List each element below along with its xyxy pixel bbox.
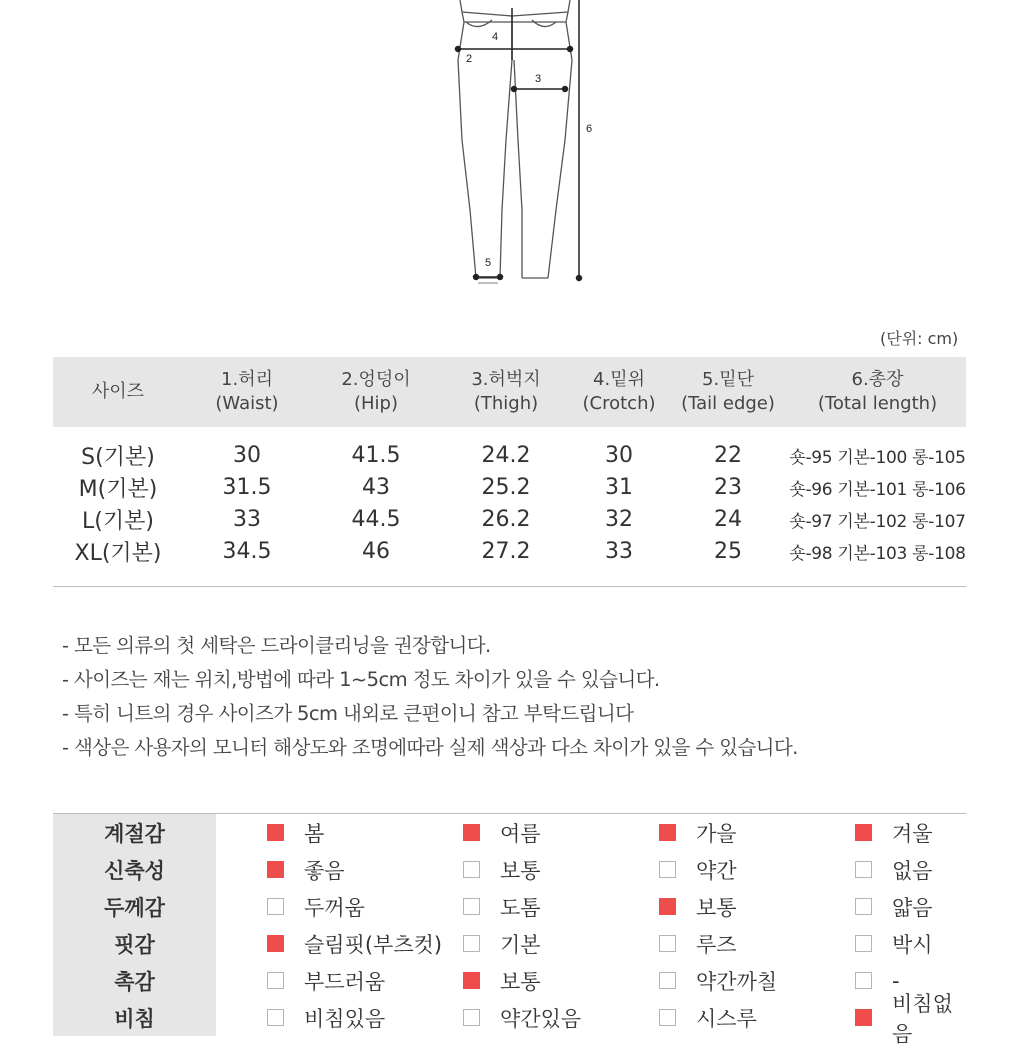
attribute-option-label: 슬림핏(부츠컷) xyxy=(304,932,443,957)
size-value-cell: 41.5 xyxy=(351,442,401,468)
attribute-option xyxy=(463,1003,659,1033)
header-size: 사이즈 xyxy=(91,381,145,402)
checked-box-icon xyxy=(267,861,284,878)
header-hip: 2.엉덩이 (Hip) xyxy=(341,369,411,414)
unchecked-box-icon xyxy=(463,898,480,915)
size-value-cell: 32 xyxy=(605,506,633,532)
size-row xyxy=(53,535,966,585)
attribute-row xyxy=(53,814,966,851)
attribute-option xyxy=(855,855,965,885)
label-5: 5 xyxy=(485,257,492,269)
size-value-cell: 숏-97 기본-102 롱-107 xyxy=(789,511,966,532)
attribute-option xyxy=(463,855,659,885)
attribute-option-label: 좋음 xyxy=(304,858,345,883)
note-item: - 색상은 사용자의 모니터 해상도와 조명에따라 실제 색상과 다소 차이가 있을 수 있습니다. xyxy=(62,736,798,759)
size-value-cell: 30 xyxy=(233,442,261,468)
size-value-cell: 26.2 xyxy=(481,506,531,532)
header-tail-edge: 5.밑단 (Tail edge) xyxy=(681,369,775,414)
attribute-label: 신축성 xyxy=(53,851,216,888)
attribute-option-label: 비침없음 xyxy=(892,991,953,1046)
attribute-option xyxy=(855,892,965,922)
header-crotch: 4.밑위 (Crotch) xyxy=(582,369,656,414)
size-name-cell: S(기본) xyxy=(81,444,155,470)
attribute-option xyxy=(855,988,965,1048)
attribute-option-label: 보통 xyxy=(500,858,541,883)
attribute-option xyxy=(267,818,463,848)
attribute-label: 계절감 xyxy=(53,814,216,851)
attribute-option xyxy=(463,892,659,922)
attribute-option-label: 겨울 xyxy=(892,821,933,846)
attribute-option xyxy=(267,855,463,885)
note-item: - 특히 니트의 경우 사이즈가 5cm 내외로 큰편이니 참고 부탁드립니다 xyxy=(62,702,634,725)
label-6: 6 xyxy=(586,123,593,135)
attribute-label: 두께감 xyxy=(53,888,216,925)
attribute-option xyxy=(659,1003,855,1033)
checked-box-icon xyxy=(267,824,284,841)
header-total-length: 6.총장 (Total length) xyxy=(817,369,938,414)
size-value-cell: 46 xyxy=(362,538,390,564)
unchecked-box-icon xyxy=(659,1009,676,1026)
note-item: - 모든 의류의 첫 세탁은 드라이클리닝을 권장합니다. xyxy=(62,634,491,657)
checked-box-icon xyxy=(659,824,676,841)
attribute-row xyxy=(53,888,966,925)
size-value-cell: 33 xyxy=(233,506,261,532)
unchecked-box-icon xyxy=(659,972,676,989)
care-notes xyxy=(62,629,798,765)
attribute-option xyxy=(659,855,855,885)
checked-box-icon xyxy=(463,824,480,841)
size-value-cell: 25 xyxy=(714,538,742,564)
note-item: - 사이즈는 재는 위치,방법에 따라 1~5cm 정도 차이가 있을 수 있습니다. xyxy=(62,668,660,691)
attribute-option xyxy=(659,966,855,996)
attribute-option-label: - xyxy=(892,968,900,993)
attribute-option xyxy=(659,818,855,848)
checked-box-icon xyxy=(463,972,480,989)
checked-box-icon xyxy=(855,824,872,841)
attribute-option-label: 루즈 xyxy=(696,932,737,957)
label-4: 4 xyxy=(492,31,499,43)
attribute-option xyxy=(659,892,855,922)
unchecked-box-icon xyxy=(855,935,872,952)
attribute-option xyxy=(267,892,463,922)
attribute-row xyxy=(53,962,966,999)
attribute-option-label: 봄 xyxy=(304,821,325,846)
size-value-cell: 22 xyxy=(714,442,742,468)
attribute-option-label: 기본 xyxy=(500,932,541,957)
attribute-row xyxy=(53,991,966,1046)
size-value-cell: 숏-95 기본-100 롱-105 xyxy=(789,447,966,468)
size-value-cell: 24.2 xyxy=(481,442,531,468)
attribute-option xyxy=(855,818,965,848)
attribute-option-label: 얇음 xyxy=(892,895,933,920)
attribute-label: 비침 xyxy=(53,999,216,1036)
divider xyxy=(53,586,966,587)
pants-measurement-diagram xyxy=(0,0,1020,300)
size-value-cell: 25.2 xyxy=(481,474,531,500)
attribute-option xyxy=(267,966,463,996)
unchecked-box-icon xyxy=(267,972,284,989)
attribute-row xyxy=(53,851,966,888)
size-value-cell: 31.5 xyxy=(222,474,272,500)
attribute-option-label: 없음 xyxy=(892,858,933,883)
size-value-cell: 31 xyxy=(605,474,633,500)
size-value-cell: 숏-98 기본-103 롱-108 xyxy=(789,543,966,564)
attribute-label: 촉감 xyxy=(53,962,216,999)
attribute-option xyxy=(855,929,965,959)
unchecked-box-icon xyxy=(463,1009,480,1026)
size-table xyxy=(53,357,966,585)
attribute-option xyxy=(659,929,855,959)
size-value-cell: 33 xyxy=(605,538,633,564)
unchecked-box-icon xyxy=(659,861,676,878)
size-value-cell: 27.2 xyxy=(481,538,531,564)
size-value-cell: 숏-96 기본-101 롱-106 xyxy=(789,479,966,500)
attribute-option xyxy=(267,1003,463,1033)
product-attributes-table xyxy=(53,814,966,1046)
attribute-option xyxy=(463,966,659,996)
attribute-option-label: 보통 xyxy=(696,895,737,920)
checked-box-icon xyxy=(659,898,676,915)
attribute-option-label: 보통 xyxy=(500,969,541,994)
unchecked-box-icon xyxy=(267,1009,284,1026)
checked-box-icon xyxy=(855,1009,872,1026)
size-row xyxy=(53,503,966,535)
attribute-option-label: 시스루 xyxy=(696,1006,757,1031)
size-name-cell: L(기본) xyxy=(82,508,154,534)
unchecked-box-icon xyxy=(855,972,872,989)
size-value-cell: 43 xyxy=(362,474,390,500)
size-name-cell: M(기본) xyxy=(78,476,158,502)
attribute-option-label: 도톰 xyxy=(500,895,541,920)
attribute-option xyxy=(463,818,659,848)
size-value-cell: 30 xyxy=(605,442,633,468)
label-3: 3 xyxy=(535,73,542,85)
attribute-option xyxy=(267,929,463,959)
attribute-option-label: 두꺼움 xyxy=(304,895,365,920)
attribute-option-label: 부드러움 xyxy=(304,969,386,994)
attribute-option-label: 가을 xyxy=(696,821,737,846)
attribute-label: 핏감 xyxy=(53,925,216,962)
size-value-cell: 24 xyxy=(714,506,742,532)
attribute-option-label: 약간 xyxy=(696,858,737,883)
attribute-option-label: 박시 xyxy=(892,932,933,957)
attribute-option xyxy=(463,929,659,959)
checked-box-icon xyxy=(267,935,284,952)
header-thigh: 3.허벅지 (Thigh) xyxy=(471,369,541,414)
label-2: 2 xyxy=(466,53,473,65)
attribute-row xyxy=(53,925,966,962)
size-table-header-row xyxy=(53,357,966,427)
size-name-cell: XL(기본) xyxy=(74,540,162,566)
unchecked-box-icon xyxy=(659,935,676,952)
size-value-cell: 34.5 xyxy=(222,538,272,564)
attribute-option-label: 여름 xyxy=(500,821,541,846)
unchecked-box-icon xyxy=(463,861,480,878)
size-row xyxy=(53,427,966,471)
size-value-cell: 23 xyxy=(714,474,742,500)
unchecked-box-icon xyxy=(267,898,284,915)
size-value-cell: 44.5 xyxy=(351,506,401,532)
attribute-option-label: 약간있음 xyxy=(500,1006,582,1031)
attribute-option-label: 비침있음 xyxy=(304,1006,386,1031)
attribute-option-label: 약간까칠 xyxy=(696,969,778,994)
unchecked-box-icon xyxy=(855,898,872,915)
size-row xyxy=(53,471,966,503)
unchecked-box-icon xyxy=(855,861,872,878)
header-waist: 1.허리 (Waist) xyxy=(215,369,279,414)
unit-note: (단위: cm) xyxy=(880,329,959,348)
unchecked-box-icon xyxy=(463,935,480,952)
